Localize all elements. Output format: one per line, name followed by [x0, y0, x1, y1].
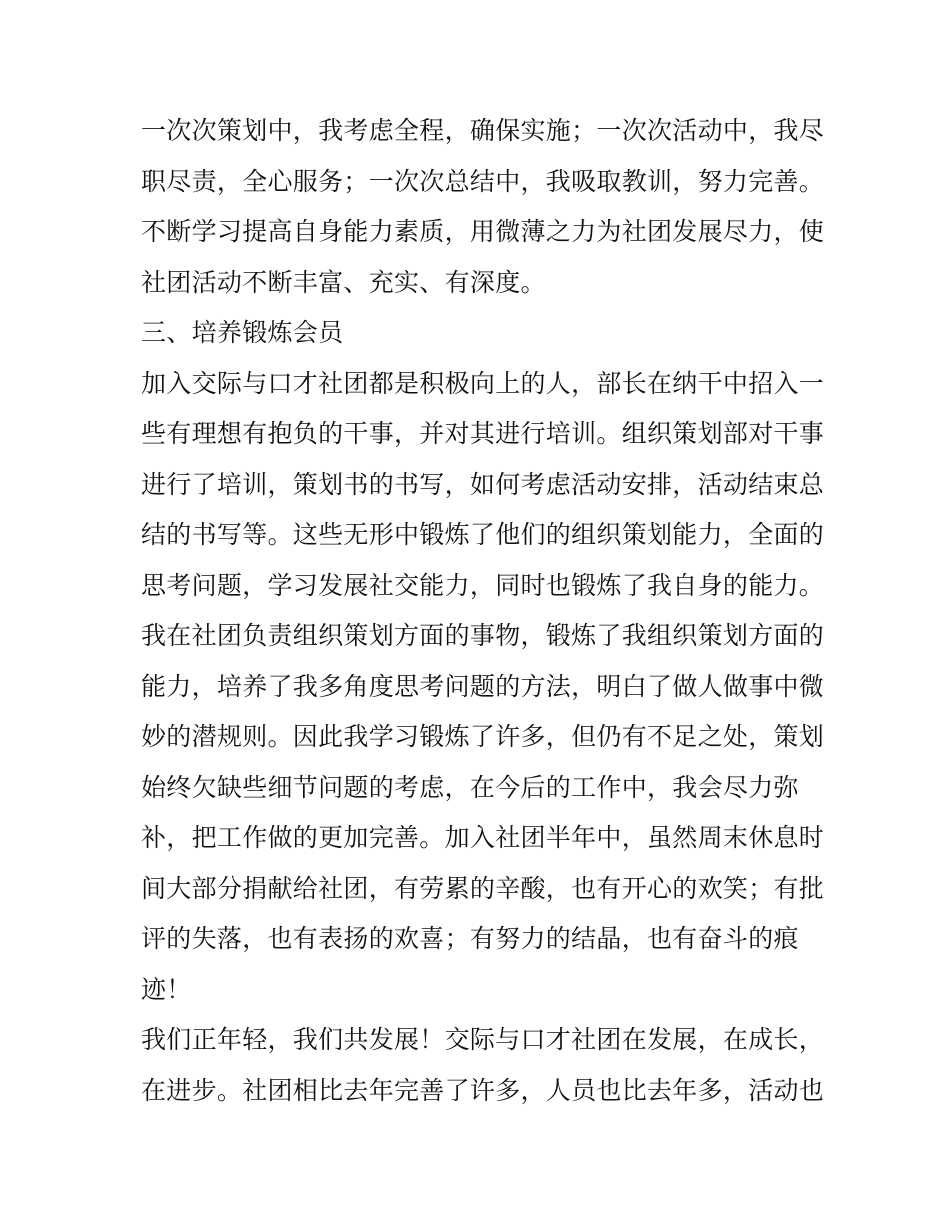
text-line: 我们正年轻，我们共发展！交际与口才社团在发展，在成长，	[141, 1025, 825, 1054]
text-line: 迹！	[141, 974, 192, 1004]
text-line: 妙的潜规则。因此我学习锻炼了许多，但仍有不足之处，策划	[141, 722, 825, 751]
text-line: 间大部分捐献给社团，有劳累的辛酸，也有开心的欢笑；有批	[141, 873, 825, 903]
text-line: 始终欠缺些细节问题的考虑，在今后的工作中，我会尽力弥	[141, 772, 799, 802]
text-line: 些有理想有抱负的干事，并对其进行培训。组织策划部对干事	[141, 419, 825, 448]
text-line: 不断学习提高自身能力素质，用微薄之力为社团发展尽力，使	[141, 217, 825, 246]
text-line: 评的失落，也有表扬的欢喜；有努力的结晶，也有奋斗的痕	[141, 924, 799, 953]
section-heading: 三、培养锻炼会员	[141, 318, 344, 347]
text-line: 结的书写等。这些无形中锻炼了他们的组织策划能力，全面的	[141, 520, 825, 549]
text-line: 一次次策划中，我考虑全程，确保实施；一次次活动中，我尽	[141, 116, 825, 145]
text-line: 我在社团负责组织策划方面的事物，锻炼了我组织策划方面的	[141, 621, 825, 650]
text-line: 社团活动不断丰富、充实、有深度。	[141, 267, 546, 297]
text-line: 补，把工作做的更加完善。加入社团半年中，虽然周末休息时	[141, 823, 825, 852]
text-line: 能力，培养了我多角度思考问题的方法，明白了做人做事中微	[141, 671, 825, 701]
text-line: 进行了培训，策划书的书写，如何考虑活动安排，活动结束总	[141, 469, 825, 499]
text-line: 职尽责，全心服务；一次次总结中，我吸取教训，努力完善。	[141, 166, 825, 196]
text-line: 思考问题，学习发展社交能力，同时也锻炼了我自身的能力。	[141, 570, 825, 600]
text-line: 加入交际与口才社团都是积极向上的人，部长在纳干中招入一	[141, 368, 825, 398]
text-line: 在进步。社团相比去年完善了许多，人员也比去年多，活动也	[141, 1075, 825, 1105]
document-body	[141, 106, 831, 1116]
